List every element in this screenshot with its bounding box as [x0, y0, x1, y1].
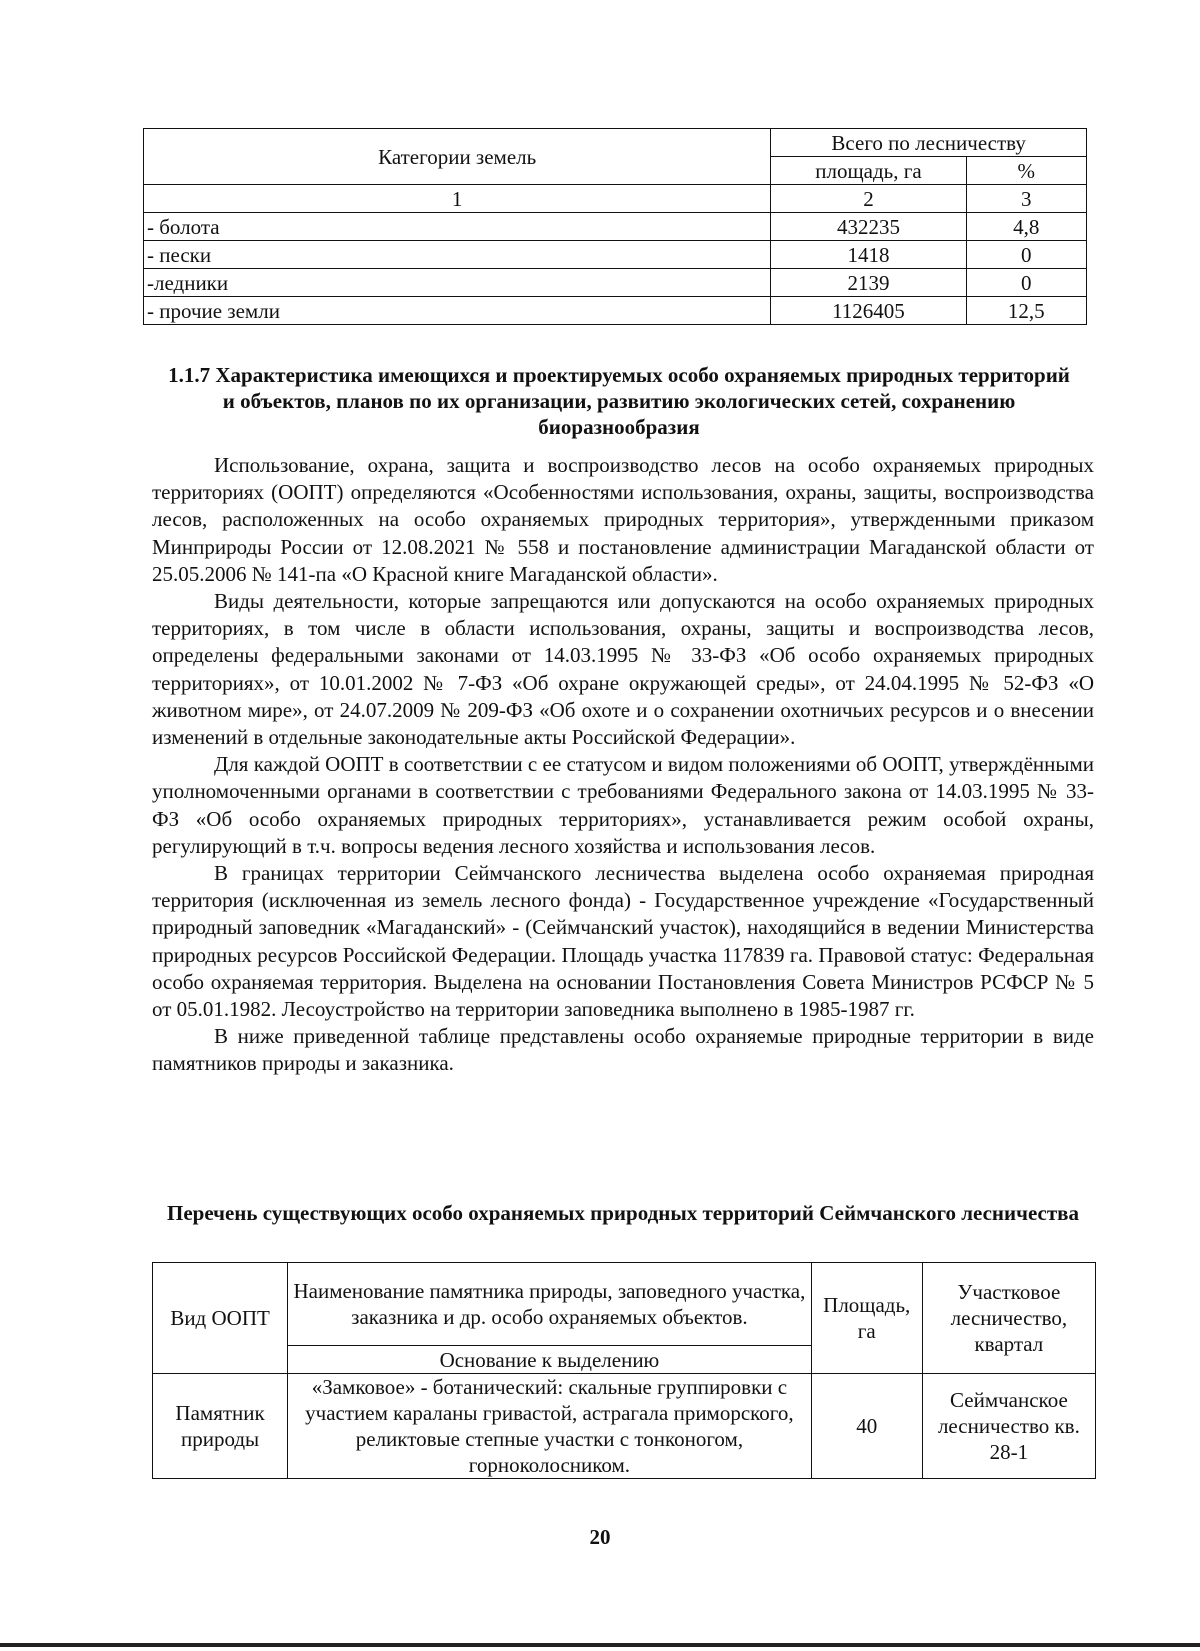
- header-basis: Основание к выделению: [288, 1346, 812, 1374]
- oopt-area: 40: [811, 1374, 922, 1479]
- oopt-table: [152, 1262, 1096, 1479]
- table-header-row: [153, 1263, 1096, 1346]
- section-body: [152, 452, 1094, 1078]
- header-category: Категории земель: [144, 129, 771, 185]
- numbering-row: [144, 185, 1087, 213]
- paragraph: В границах территории Сеймчанского лесничества выделена особо охраняемая природная территория (исключенная из земель лесного фонда) - Государственное учреждение «Государственный природный заповедник «Магаданский» - (Сеймчанский участок), находящийся в ведении Министерства природных ресурсов Российской Федерации. Площадь участка 117839 га. Правовой статус: Федеральная особо охраняемая территория. Выделена на основании Постановления Совета Министров РСФСР № 5 от 05.01.1982. Лесоустройство на территории заповедника выполнено в 1985-1987 гг.: [152, 861, 1094, 1022]
- land-area: 1418: [771, 241, 966, 269]
- paragraph: Виды деятельности, которые запрещаются или допускаются на особо охраняемых природных территориях, в том числе в области использования, охраны, защиты и воспроизводства лесов, определены федеральными законами от 14.03.1995 № 33-ФЗ «Об особо охраняемых природных территориях», от 10.01.2002 № 7-ФЗ «Об охране окружающей среды», от 24.04.1995 № 52-ФЗ «О животном мире», от 24.07.2009 № 209-ФЗ «Об охоте и о сохранении охотничьих ресурсов и о внесении изменений в отдельные законодательные акты Российской Федерации».: [152, 589, 1094, 750]
- land-category: -ледники: [144, 269, 771, 297]
- land-category: - прочие земли: [144, 297, 771, 325]
- col-number: 3: [966, 185, 1086, 213]
- land-percent: 4,8: [966, 213, 1086, 241]
- header-area: площадь, га: [771, 157, 966, 185]
- land-area: 1126405: [771, 297, 966, 325]
- land-percent: 0: [966, 269, 1086, 297]
- land-area: 2139: [771, 269, 966, 297]
- paragraph: Для каждой ООПТ в соответствии с ее статусом и видом положениями об ООПТ, утверждёнными уполномоченными органами в соответствии с требованиями Федерального закона от 14.03.1995 № 33-ФЗ «Об особо охраняемых природных территориях», устанавливается режим особой охраны, регулирующий в т.ч. вопросы ведения лесного хозяйства и использования лесов.: [152, 752, 1094, 858]
- col-number: 2: [771, 185, 966, 213]
- land-percent: 0: [966, 241, 1086, 269]
- header-percent: %: [966, 157, 1086, 185]
- table-header-row: [144, 129, 1087, 157]
- table-row: [144, 269, 1087, 297]
- land-area: 432235: [771, 213, 966, 241]
- table-title: Перечень существующих особо охраняемых природных территорий Сеймчанского лесничества: [166, 1201, 1080, 1225]
- scan-edge-line: [0, 1643, 1200, 1647]
- table-row: [144, 297, 1087, 325]
- oopt-name: «Замковое» - ботанический: скальные группировки с участием караланы гривастой, астрагала приморского, реликтовые степные участки с тонконогом, горноколосником.: [288, 1374, 812, 1479]
- land-categories-table: [143, 128, 1087, 325]
- header-forestry: Участковое лесничество, квартал: [922, 1263, 1095, 1374]
- paragraph: В ниже приведенной таблице представлены особо охраняемые природные территории в виде памятников природы и заказника.: [152, 1024, 1094, 1076]
- table-row: [153, 1374, 1096, 1479]
- page-number: 20: [589, 1525, 611, 1549]
- header-name: Наименование памятника природы, заповедного участка, заказника и др. особо охраняемых объектов.: [288, 1263, 812, 1346]
- table-row: [144, 213, 1087, 241]
- section-heading: 1.1.7 Характеристика имеющихся и проектируемых особо охраняемых природных территорий и объектов, планов по их организации, развитию экологических сетей, сохранению биоразнообразия: [168, 363, 1070, 439]
- header-type: Вид ООПТ: [153, 1263, 288, 1374]
- oopt-forestry: Сеймчанское лесничество кв. 28-1: [922, 1374, 1095, 1479]
- header-total: Всего по лесничеству: [771, 129, 1087, 157]
- col-number: 1: [144, 185, 771, 213]
- header-area: Площадь, га: [811, 1263, 922, 1374]
- oopt-type: Памятник природы: [153, 1374, 288, 1479]
- land-category: - пески: [144, 241, 771, 269]
- land-category: - болота: [144, 213, 771, 241]
- paragraph: Использование, охрана, защита и воспроизводство лесов на особо охраняемых природных территориях (ООПТ) определяются «Особенностями использования, охраны, защиты, воспроизводства лесов, расположенных на особо охраняемых природных территория», утвержденными приказом Минприроды России от 12.08.2021 № 558 и постановление администрации Магаданской области от 25.05.2006 № 141-па «О Красной книге Магаданской области».: [152, 453, 1094, 586]
- land-percent: 12,5: [966, 297, 1086, 325]
- table-row: [144, 241, 1087, 269]
